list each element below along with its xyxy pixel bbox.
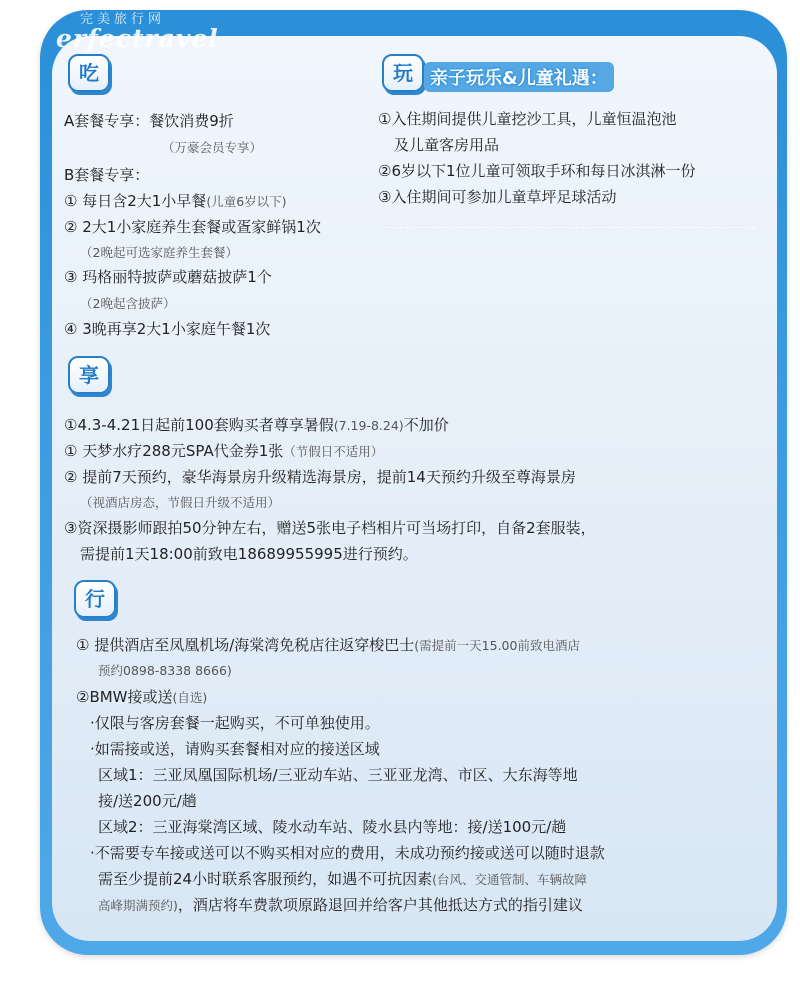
enjoy-item-4-cont: 需提前1天18:00前致电18689955995进行预约。 [80, 545, 418, 563]
travel-item-1: ① 提供酒店至凤凰机场/海棠湾免税店往返穿梭巴士(需提前一天15.00前致电酒店 [76, 636, 580, 654]
travel-zone-1: 区域1：三亚凤凰国际机场/三亚动车站、三亚亚龙湾、市区、大东海等地 [98, 766, 578, 784]
eat-item-3: ③ 玛格丽特披萨或蘑菇披萨1个 [64, 268, 272, 286]
play-badge: 玩 [382, 54, 424, 92]
eat-line-b: B套餐专享： [64, 166, 150, 184]
eat-item-4: ④ 3晚再享2大1小家庭午餐1次 [64, 320, 271, 338]
eat-item-2-note: （2晚起可选家庭养生套餐） [80, 245, 238, 260]
watermark-en: erfectravel [56, 24, 219, 53]
play-item-1-cont: 及儿童客房用品 [394, 136, 500, 154]
travel-zone-2: 区域2：三亚海棠湾区域、陵水动车站、陵水县内等地：接/送100元/趟 [98, 818, 567, 836]
enjoy-item-4: ③资深摄影师跟拍50分钟左右，赠送5张电子档相片可当场打印，自备2套服装， [64, 519, 596, 537]
eat-item-1: ① 每日含2大1小早餐(儿童6岁以下) [64, 192, 287, 210]
play-item-1: ①入住期间提供儿童挖沙工具，儿童恒温泡池 [378, 110, 677, 128]
eat-badge: 吃 [68, 54, 110, 92]
eat-item-2: ② 2大1小家庭养生套餐或疍家鲜锅1次 [64, 218, 321, 236]
travel-rule-2: ·如需接或送，请购买套餐相对应的接送区域 [90, 740, 380, 758]
travel-zone-1-price: 接/送200元/趟 [98, 792, 197, 810]
enjoy-item-1: ①4.3-4.21日起前100套购买者尊享暑假(7.19-8.24)不加价 [64, 416, 449, 434]
watermark-cn: 完美旅行网 [80, 12, 166, 27]
eat-item-3-note: （2晚起含披萨） [80, 296, 176, 311]
eat-line-a: A套餐专享：餐饮消费9折 [64, 112, 234, 130]
play-item-2: ②6岁以下1位儿童可领取手环和每日冰淇淋一份 [378, 162, 696, 180]
enjoy-item-3-note: （视酒店房态，节假日升级不适用） [80, 495, 281, 510]
travel-item-2: ②BMW接或送(自选) [76, 688, 208, 706]
travel-rule-3: ·不需要专车接或送可以不购买相对应的费用，未成功预约接或送可以随时退款 [90, 844, 605, 862]
travel-rule-3-cont: 需至少提前24小时联系客服预约，如遇不可抗因素(台风、交通管制、车辆故障 [98, 870, 587, 888]
divider [385, 227, 755, 228]
enjoy-item-2: ① 天梦水疗288元SPA代金券1张（节假日不适用） [64, 442, 384, 460]
travel-badge: 行 [74, 580, 116, 618]
enjoy-badge: 享 [68, 356, 110, 394]
eat-line-a-note: （万豪会员专享） [162, 140, 263, 155]
play-title: 亲子玩乐&儿童礼遇： [424, 62, 614, 92]
play-item-3: ③入住期间可参加儿童草坪足球活动 [378, 188, 617, 206]
travel-item-1-note: 预约0898-8338 8666) [98, 663, 232, 678]
travel-rule-3-end: 高峰期满预约)，酒店将车费款项原路退回并给客户其他抵达方式的指引建议 [98, 896, 583, 914]
enjoy-item-3: ② 提前7天预约，豪华海景房升级精选海景房，提前14天预约升级至尊海景房 [64, 468, 576, 486]
travel-rule-1: ·仅限与客房套餐一起购买，不可单独使用。 [90, 714, 380, 732]
